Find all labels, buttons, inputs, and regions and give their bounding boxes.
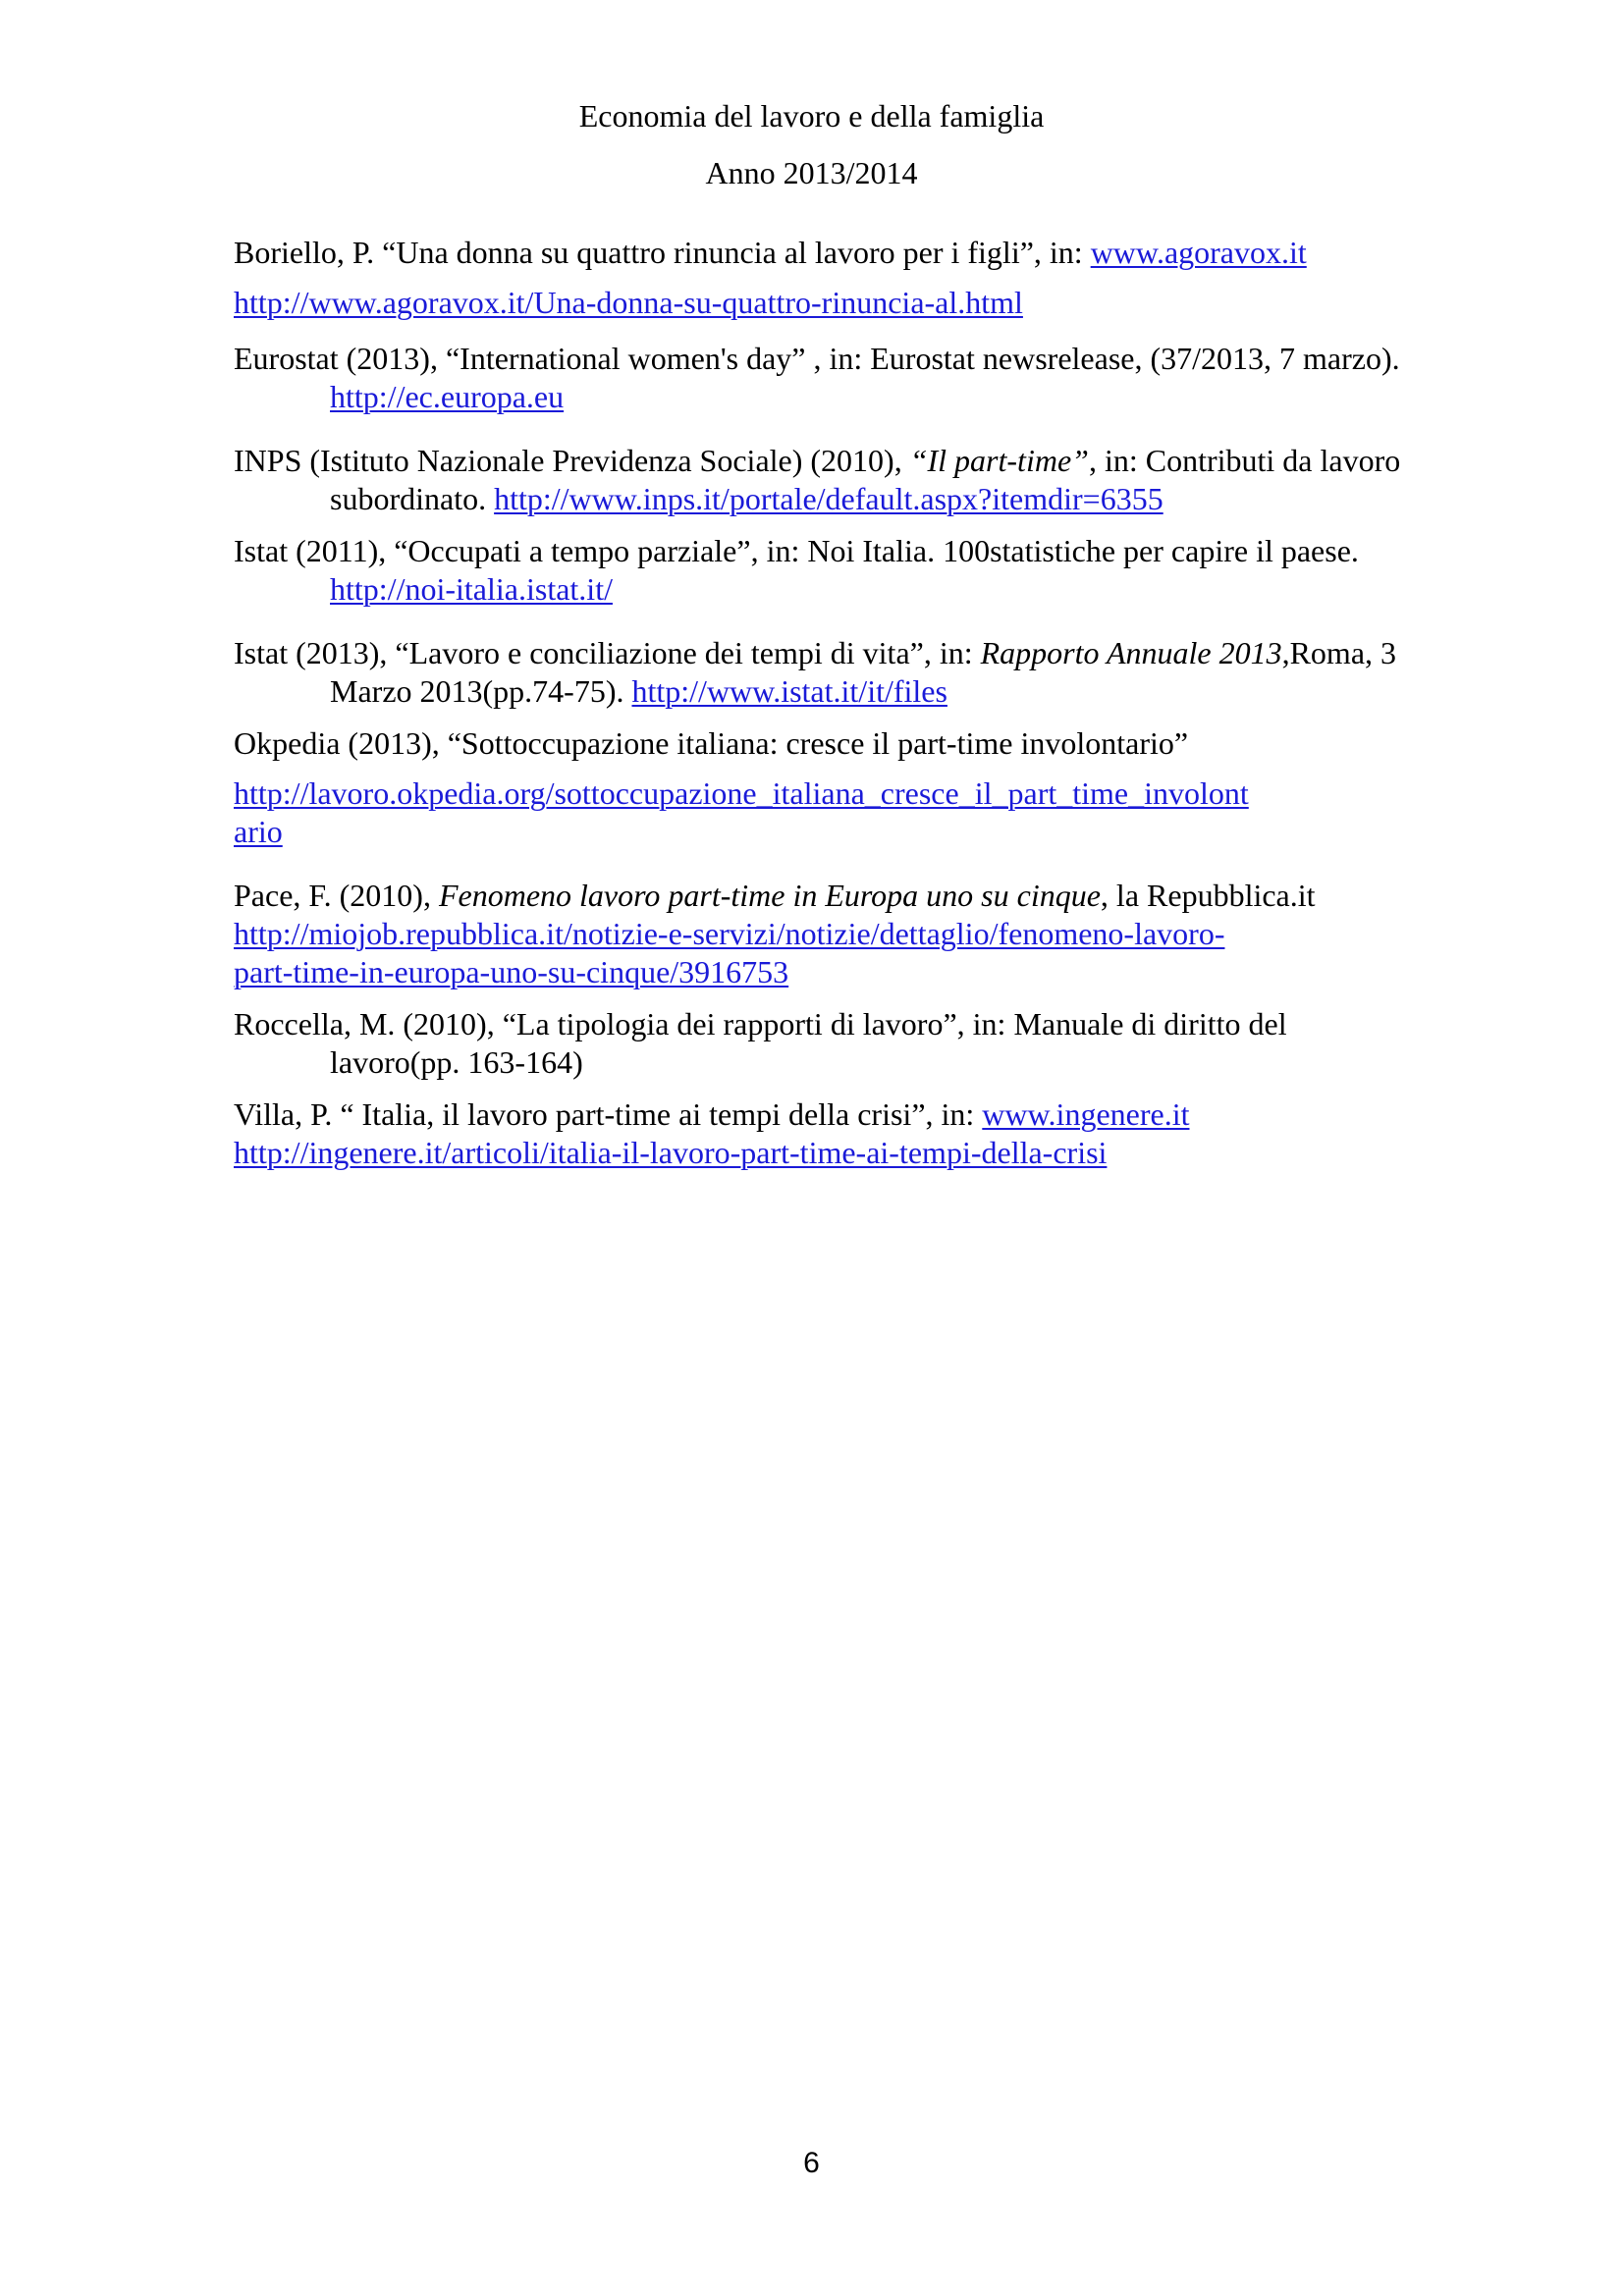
- reference-istat-2013: [234, 634, 1412, 711]
- reference-url-link-line1[interactable]: http://lavoro.okpedia.org/sottoccupazione_italiana_cresce_il_part_time_involont: [234, 775, 1249, 811]
- reference-title: Fenomeno lavoro part-time in Europa uno su cinque: [438, 878, 1101, 913]
- page-number: 6: [803, 2147, 820, 2179]
- reference-site-link[interactable]: www.ingenere.it: [982, 1096, 1190, 1132]
- reference-url-link[interactable]: http://ec.europa.eu: [330, 379, 565, 414]
- reference-text: Istat (2011), “Occupati a tempo parziale”, in: Noi Italia. 100statistiche per capire il paese.: [234, 533, 1359, 568]
- reference-text: Pace, F. (2010),: [234, 878, 439, 913]
- reference-text: Istat (2013), “Lavoro e conciliazione dei tempi di vita”, in:: [234, 635, 981, 670]
- reference-url-link[interactable]: http://www.agoravox.it/Una-donna-su-quattro-rinuncia-al.html: [234, 285, 1023, 320]
- reference-url-link[interactable]: http://ingenere.it/articoli/italia-il-lavoro-part-time-ai-tempi-della-crisi: [234, 1135, 1108, 1170]
- reference-text: Eurostat (2013), “International women's day” , in: Eurostat newsrelease, (37/2013, 7 marzo).: [234, 341, 1400, 376]
- reference-url-link-line2[interactable]: ario: [234, 814, 283, 849]
- reference-title: Rapporto Annuale 2013: [980, 635, 1282, 670]
- reference-url-link-line2[interactable]: part-time-in-europa-uno-su-cinque/3916753: [234, 954, 789, 989]
- reference-text-after: , la Repubblica.it: [1100, 878, 1316, 913]
- header-course-title: Economia del lavoro e della famiglia: [578, 98, 1045, 133]
- reference-eurostat: [234, 340, 1412, 416]
- reference-text: Boriello, P. “Una donna su quattro rinuncia al lavoro per i figli”, in:: [234, 235, 1091, 270]
- reference-text: Villa, P. “ Italia, il lavoro part-time ai tempi della crisi”, in:: [234, 1096, 983, 1132]
- reference-title: “Il part-time”: [909, 443, 1089, 478]
- reference-url-link[interactable]: http://www.istat.it/it/files: [631, 673, 947, 709]
- reference-roccella: [234, 1005, 1412, 1082]
- reference-text: INPS (Istituto Nazionale Previdenza Sociale) (2010),: [234, 443, 910, 478]
- reference-boriello: [234, 234, 1412, 322]
- reference-istat-2011: [234, 532, 1412, 609]
- reference-villa: [234, 1095, 1412, 1172]
- reference-site-link[interactable]: www.agoravox.it: [1090, 235, 1307, 270]
- reference-pace: [234, 877, 1412, 991]
- reference-text-after: , in: Contributi da lavoro subordinato.: [330, 443, 1401, 516]
- header-academic-year: Anno 2013/2014: [705, 155, 918, 190]
- reference-text: Roccella, M. (2010), “La tipologia dei rapporti di lavoro”, in: Manuale di diritto del lavoro(pp. 163-164): [234, 1006, 1287, 1080]
- reference-text: Okpedia (2013), “Sottoccupazione italiana: cresce il part-time involontario”: [234, 725, 1189, 761]
- reference-okpedia: [234, 724, 1412, 851]
- reference-inps: [234, 442, 1412, 518]
- reference-text-after: ,Roma, 3 Marzo 2013(pp.74-75).: [330, 635, 1397, 709]
- reference-list: [234, 234, 1412, 1172]
- reference-url-link[interactable]: http://www.inps.it/portale/default.aspx?itemdir=6355: [494, 481, 1163, 516]
- reference-url-link-line1[interactable]: http://miojob.repubblica.it/notizie-e-servizi/notizie/dettaglio/fenomeno-lavoro-: [234, 916, 1225, 951]
- reference-url-link[interactable]: http://noi-italia.istat.it/: [330, 571, 613, 607]
